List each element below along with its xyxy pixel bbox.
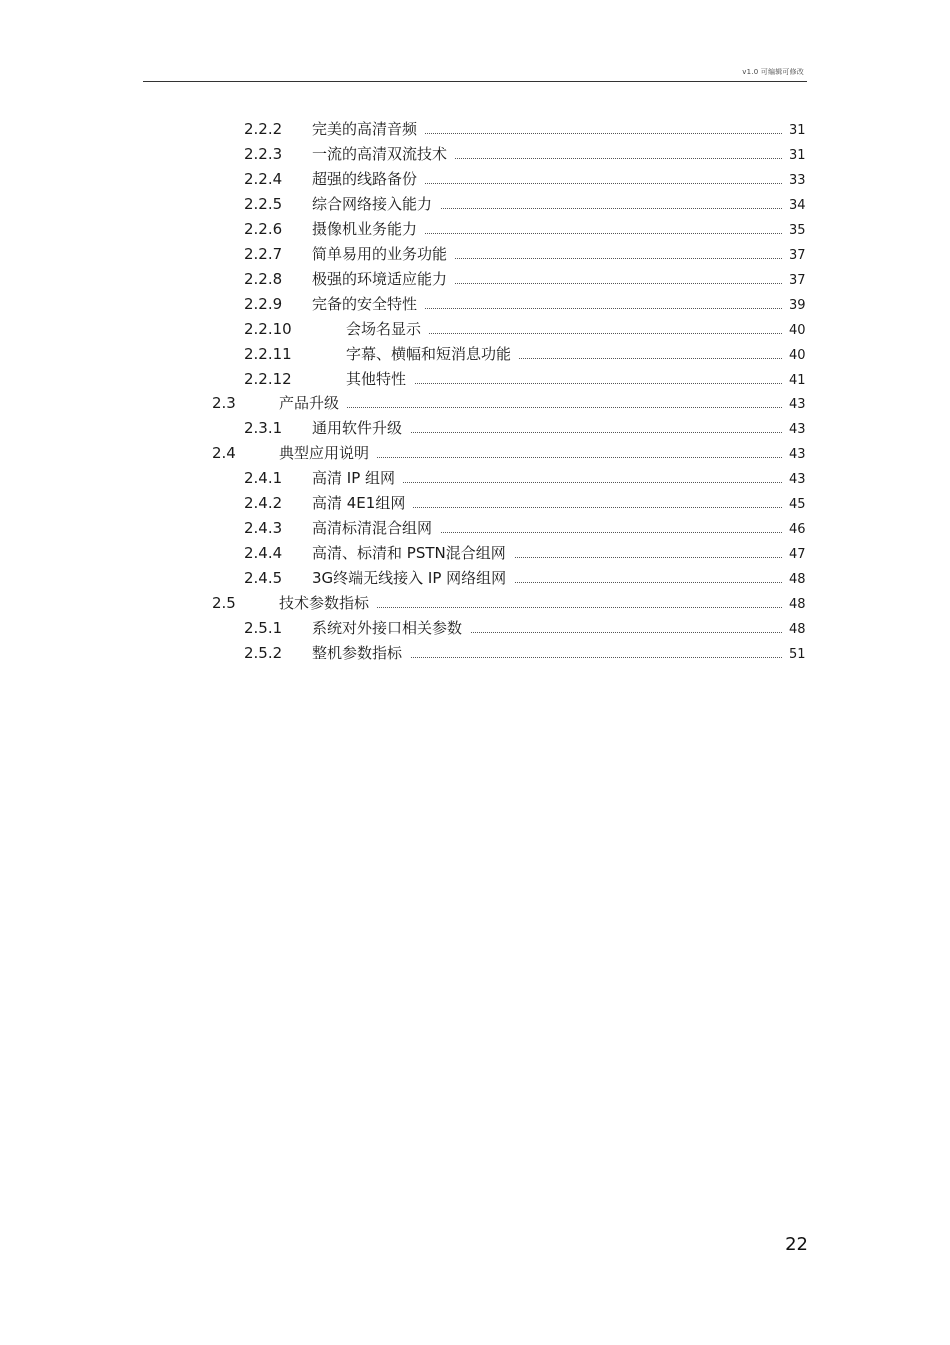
- toc-entry-page: 37: [789, 272, 806, 288]
- toc-entry-number: 2.5.1: [244, 619, 283, 637]
- toc-entry-number: 2.2.2: [244, 120, 283, 138]
- toc-entry[interactable]: [0, 616, 950, 641]
- toc-entry-title: 综合网络接入能力: [312, 192, 440, 217]
- toc-entry[interactable]: [0, 217, 950, 242]
- toc-entry-title: 摄像机业务能力: [312, 217, 425, 242]
- toc-entry-page: 35: [789, 222, 806, 238]
- header-version-note: v1.0 可编辑可修改: [742, 68, 804, 76]
- toc-entry-title: 整机参数指标: [312, 641, 410, 666]
- toc-entry-title: 高清 4E1组网: [312, 491, 413, 516]
- toc-entry-page: 41: [789, 372, 806, 388]
- header-divider: [143, 81, 807, 82]
- toc-entry-title: 产品升级: [279, 391, 347, 416]
- toc-entry-title: 一流的高清双流技术: [312, 142, 455, 167]
- toc-entry-number: 2.2.12: [244, 369, 292, 388]
- toc-entry-title: 高清 IP 组网: [312, 466, 403, 491]
- toc-entry-title: 通用软件升级: [312, 416, 410, 441]
- toc-entry-title: 极强的环境适应能力: [312, 267, 455, 292]
- toc-entry-page: 31: [789, 123, 806, 138]
- toc-entry-page: 40: [789, 322, 806, 338]
- toc-entry-number: 2.3: [212, 394, 236, 413]
- toc-entry-number: 2.2.4: [244, 169, 283, 188]
- toc-entry-page: 43: [789, 447, 806, 463]
- toc-entry-page: 51: [789, 646, 806, 662]
- toc-entry-page: 43: [789, 422, 806, 438]
- toc-entry[interactable]: [0, 516, 950, 541]
- toc-entry-number: 2.3.1: [244, 419, 283, 438]
- toc-entry-page: 31: [789, 147, 806, 163]
- toc-entry-number: 2.2.10: [244, 319, 292, 338]
- toc-entry-title: 3G终端无线接入 IP 网络组网: [312, 566, 514, 591]
- toc-entry-number: 2.5.2: [244, 643, 283, 662]
- toc-entry[interactable]: [0, 292, 950, 317]
- toc-entry-title: 完备的安全特性: [312, 292, 425, 317]
- toc-entry[interactable]: [0, 117, 950, 142]
- toc-entry-number: 2.2.8: [244, 269, 283, 288]
- toc-entry[interactable]: [0, 541, 950, 566]
- toc-entry-page: 48: [789, 622, 806, 637]
- toc-entry-number: 2.2.11: [244, 344, 292, 363]
- toc-dot-leader: [279, 407, 782, 408]
- toc-entry-number: 2.5: [212, 594, 236, 613]
- toc-entry-title: 简单易用的业务功能: [312, 242, 455, 267]
- toc-entry[interactable]: [0, 591, 950, 616]
- toc-entry-number: 2.4.4: [244, 544, 283, 563]
- toc-entry-number: 2.4.3: [244, 519, 283, 538]
- toc-entry-number: 2.2.7: [244, 244, 283, 263]
- toc-entry-page: 33: [789, 172, 806, 188]
- toc-entry-page: 48: [789, 572, 806, 588]
- toc-entry[interactable]: [0, 566, 950, 591]
- toc-entry-page: 43: [789, 472, 806, 488]
- toc-entry[interactable]: [0, 441, 950, 466]
- toc-entry-title: 技术参数指标: [279, 591, 377, 616]
- toc-entry[interactable]: [0, 142, 950, 167]
- toc-entry-page: 45: [789, 497, 806, 513]
- toc-entry-page: 43: [789, 397, 806, 413]
- toc-entry-page: 34: [789, 197, 806, 213]
- toc-entry-title: 超强的线路备份: [312, 167, 425, 192]
- toc-entry-title: 会场名显示: [346, 317, 429, 342]
- toc-entry-page: 40: [789, 347, 806, 363]
- toc-entry-title: 其他特性: [346, 367, 414, 392]
- toc-entry[interactable]: [0, 466, 950, 491]
- toc-entry[interactable]: [0, 342, 950, 367]
- toc-entry[interactable]: [0, 317, 950, 342]
- toc-entry[interactable]: [0, 491, 950, 516]
- toc-entry[interactable]: [0, 242, 950, 267]
- toc-entry[interactable]: [0, 416, 950, 441]
- toc-entry-title: 系统对外接口相关参数: [312, 616, 470, 641]
- toc-entry[interactable]: [0, 267, 950, 292]
- page-number: 22: [785, 1234, 808, 1255]
- toc-entry-number: 2.2.6: [244, 219, 283, 238]
- toc-entry[interactable]: [0, 367, 950, 392]
- toc-entry[interactable]: [0, 641, 950, 666]
- toc-entry-number: 2.2.3: [244, 144, 283, 163]
- toc-entry-number: 2.2.5: [244, 194, 283, 213]
- toc-entry-page: 39: [789, 297, 806, 313]
- toc-entry-page: 47: [789, 547, 806, 563]
- toc-entry-number: 2.4.1: [244, 469, 283, 488]
- toc-entry-title: 典型应用说明: [279, 441, 377, 466]
- toc-entry-page: 48: [789, 597, 806, 613]
- toc-entry-title: 字幕、横幅和短消息功能: [346, 342, 519, 367]
- toc-entry-page: 46: [789, 522, 806, 538]
- toc-entry-title: 完美的高清音频: [312, 117, 425, 142]
- toc-entry[interactable]: [0, 391, 950, 416]
- toc-entry[interactable]: [0, 167, 950, 192]
- toc-entry-number: 2.2.9: [244, 294, 283, 313]
- toc-entry-title: 高清、标清和 PSTN混合组网: [312, 541, 514, 566]
- toc-entry-number: 2.4: [212, 444, 236, 463]
- toc-entry-number: 2.4.2: [244, 494, 283, 513]
- toc-entry-page: 37: [789, 247, 806, 263]
- toc-entry-title: 高清标清混合组网: [312, 516, 440, 541]
- toc-entry-number: 2.4.5: [244, 569, 283, 588]
- toc-entry[interactable]: [0, 192, 950, 217]
